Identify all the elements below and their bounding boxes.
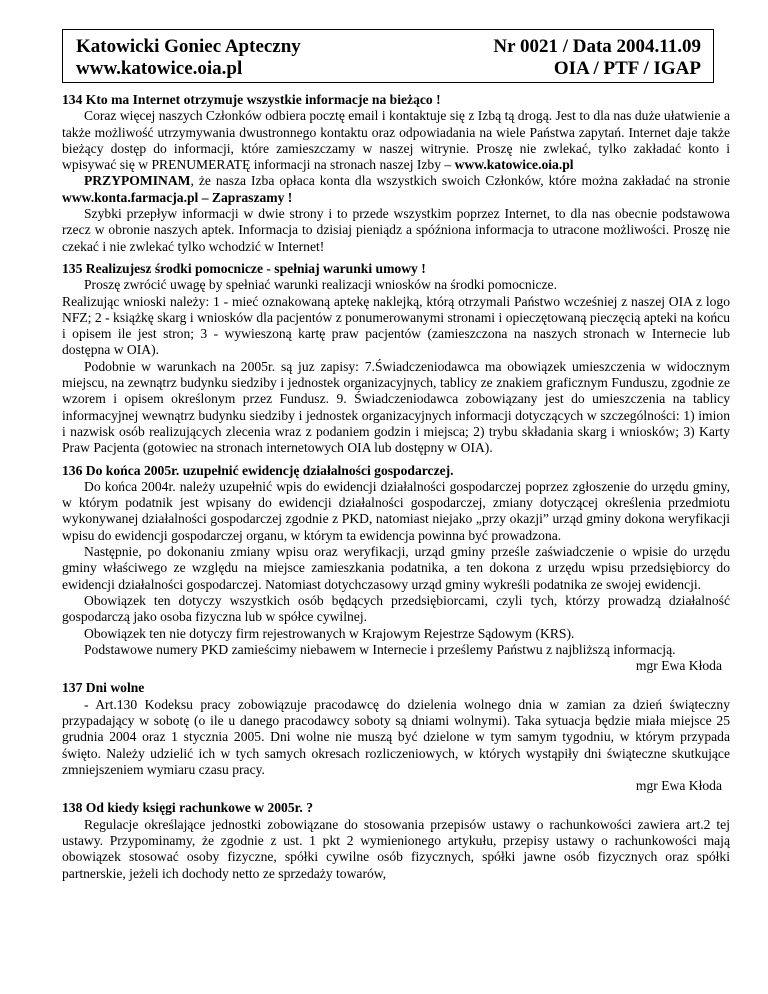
paragraph: Podobnie w warunkach na 2005r. są juz zapisy: 7.Świadczeniodawca ma obowiązek umieszczenia w widocznym miejscu, na zewnątrz budynku siedziby i jednostek organizacyjnych, tablicy ze znakiem graficznym Funduszu, zgodnie ze wzorem i opisem określonym przez Fundusz. 9. Świadczeniodawca zobowiązany jest do umieszczenia na tablicy informacyjnej wewnątrz budynku siedziby i jednostek organizacyjnych informacji dotyczących w szczególności: 1) imion i nazwisk osób realizujących zlecenia wraz z podaniem godzin i miejsca; 2) trybu składania skarg i wniosków; 3) Karty Praw Pacjenta (gotowiec na stronach internetowych OIA lub dostępny w OIA). xyxy=(62,358,730,456)
newsletter-header xyxy=(62,29,714,83)
article-138 xyxy=(62,800,730,881)
header-left xyxy=(76,36,301,80)
article-137 xyxy=(62,680,730,794)
article-title: 135 Realizujesz środki pomocnicze - spełniaj warunki umowy ! xyxy=(62,260,426,276)
paragraph: PRZYPOMINAM, że nasza Izba opłaca konta dla wszystkich swoich Członków, które można zakładać na stronie www.konta.farmacja.pl – Zapraszamy ! xyxy=(62,173,730,205)
website-link: www.katowice.oia.pl xyxy=(454,157,574,173)
article-title: 138 Od kiedy księgi rachunkowe w 2005r. ? xyxy=(62,800,314,816)
article-title: 134 Kto ma Internet otrzymuje wszystkie informacje na bieżąco ! xyxy=(62,92,441,107)
paragraph: Następnie, po dokonaniu zmiany wpisu oraz weryfikacji, urząd gminy prześle zaświadczenie o wpisie do urzędu gminy właściwego ze względu na miejsce zamieszkania podatnika, a ten dokona z urzędu wpisu przedsiębiorcy do ewidencji działalności gospodarczej. Natomiast dotychczasowy urząd gminy wykreśli podatnika ze swojej ewidencji. xyxy=(62,544,730,592)
paragraph: Szybki przepływ informacji w dwie strony i to przede wszystkim poprzez Internet, to dla nas obecnie podstawowa rzecz w obronie naszych aptek. Informacja to dzisiaj pieniądz a spóźniona informacja to utracone możliwości. Proszę nie czekać i nie zwlekać tylko wchodzić w Internet! xyxy=(62,206,730,254)
accounts-link: www.konta.farmacja.pl – Zapraszamy ! xyxy=(62,189,293,205)
paragraph: - Art.130 Kodeksu pracy zobowiązuje pracodawcę do dzielenia wolnego dnia w zamian za dzień świąteczny przypadający w sobotę (o ile u danego pracodawcy soboty są dniami wolnymi). Taka sytuacja będzie miała miejsce 25 grudnia 2004 oraz 1 stycznia 2005. Dni wolne nie muszą być dzielone w tym samym tygodniu, w którym przypada święto. Należy udzielić ich w tych samych okresach rozliczeniowych, w których wystąpiły dni świąteczne skutkujące zmniejszeniem wymiaru czasu pracy. xyxy=(62,696,730,777)
article-136 xyxy=(62,463,730,675)
website-url: www.katowice.oia.pl xyxy=(76,58,243,79)
article-134 xyxy=(62,92,730,255)
paragraph: Obowiązek ten dotyczy wszystkich osób będących przedsiębiorcami, czyli tych, którzy prowadzą działalność gospodarczą jako osoba fizyczna lub w spółce cywilnej. xyxy=(62,592,730,625)
header-right xyxy=(493,36,701,80)
paragraph: Podstawowe numery PKD zamieścimy niebawem w Internecie i prześlemy Państwu z najbliższą informacją. xyxy=(84,641,676,657)
paragraph: Regulacje określające jednostki zobowiązane do stosowania przepisów ustawy o rachunkowości zawiera art.2 tej ustawy. Przypominamy, że zgodnie z ust. 1 pkt 2 wymienionego artykułu, przepisy ustawy o rachunkowości mają obowiązek stosować osoby fizyczne, spółki cywilne osób fizycznych, spółki jawne osób fizycznych oraz spółki partnerskie, jeżeli ich dochody netto ze sprzedaży towarów, xyxy=(62,816,730,881)
paragraph: Proszę zwrócić uwagę by spełniać warunki realizacji wniosków na środki pomocnicze. xyxy=(84,277,557,293)
article-title: 136 Do końca 2005r. uzupełnić ewidencję działalności gospodarczej. xyxy=(62,462,454,478)
issue-number-date: Nr 0021 / Data 2004.11.09 xyxy=(493,36,701,57)
paragraph: Realizując wnioski należy: 1 - mieć oznakowaną aptekę naklejką, którą otrzymali Państwo wcześniej z naszej OIA z logo NFZ; 2 - książkę skarg i wniosków dla pacjentów z ponumerowanymi stronami i opieczętowaną pieczęcią apteki na końcu i opisem ile jest stron; 3 - wywieszoną kartę praw pacjentów (zamieszczona na naszych stronach w Internecie lub dostępna w OIA). xyxy=(62,293,730,358)
article-title: 137 Dni wolne xyxy=(62,680,145,696)
author-signature: mgr Ewa Kłoda xyxy=(635,778,722,794)
author-signature: mgr Ewa Kłoda xyxy=(635,658,722,674)
document-body xyxy=(62,92,730,888)
paragraph: Coraz więcej naszych Członków odbiera pocztę email i kontaktuje się z Izbą tą drogą. Jest to dla nas duże ułatwienie a także możliwość utrzymywania dwustronnego kontaktu oraz odpowiadania na wiele Państwa zapytań. Internet daje także bieżący dostęp do informacji, które zamieszczamy w naszej witrynie. Proszę nie zwlekać, tylko zakładać konto i wpisywać się w PRENUMERATĘ informacji na stronach naszej Izby – www.katowice.oia.pl xyxy=(62,108,730,173)
paragraph: Do końca 2004r. należy uzupełnić wpis do ewidencji działalności gospodarczej poprzez zgłoszenie do urzędu gminy, w którym podatnik jest wpisany do ewidencji działalności gospodarczej, zmiany dotyczącej określenia przedmiotu wykonywanej działalności gospodarczej zgodnie z PKD, natomiast niejako „przy okazji” urząd gminy dokona weryfikacji wpisu do ewidencji gospodarczej organu, w którym ta ewidencja powinna być prowadzona. xyxy=(62,478,730,543)
publication-title: Katowicki Goniec Apteczny xyxy=(76,36,301,57)
organizations: OIA / PTF / IGAP xyxy=(553,58,701,79)
paragraph: Obowiązek ten nie dotyczy firm rejestrowanych w Krajowym Rejestrze Sądowym (KRS). xyxy=(84,625,575,641)
article-135 xyxy=(62,261,730,457)
